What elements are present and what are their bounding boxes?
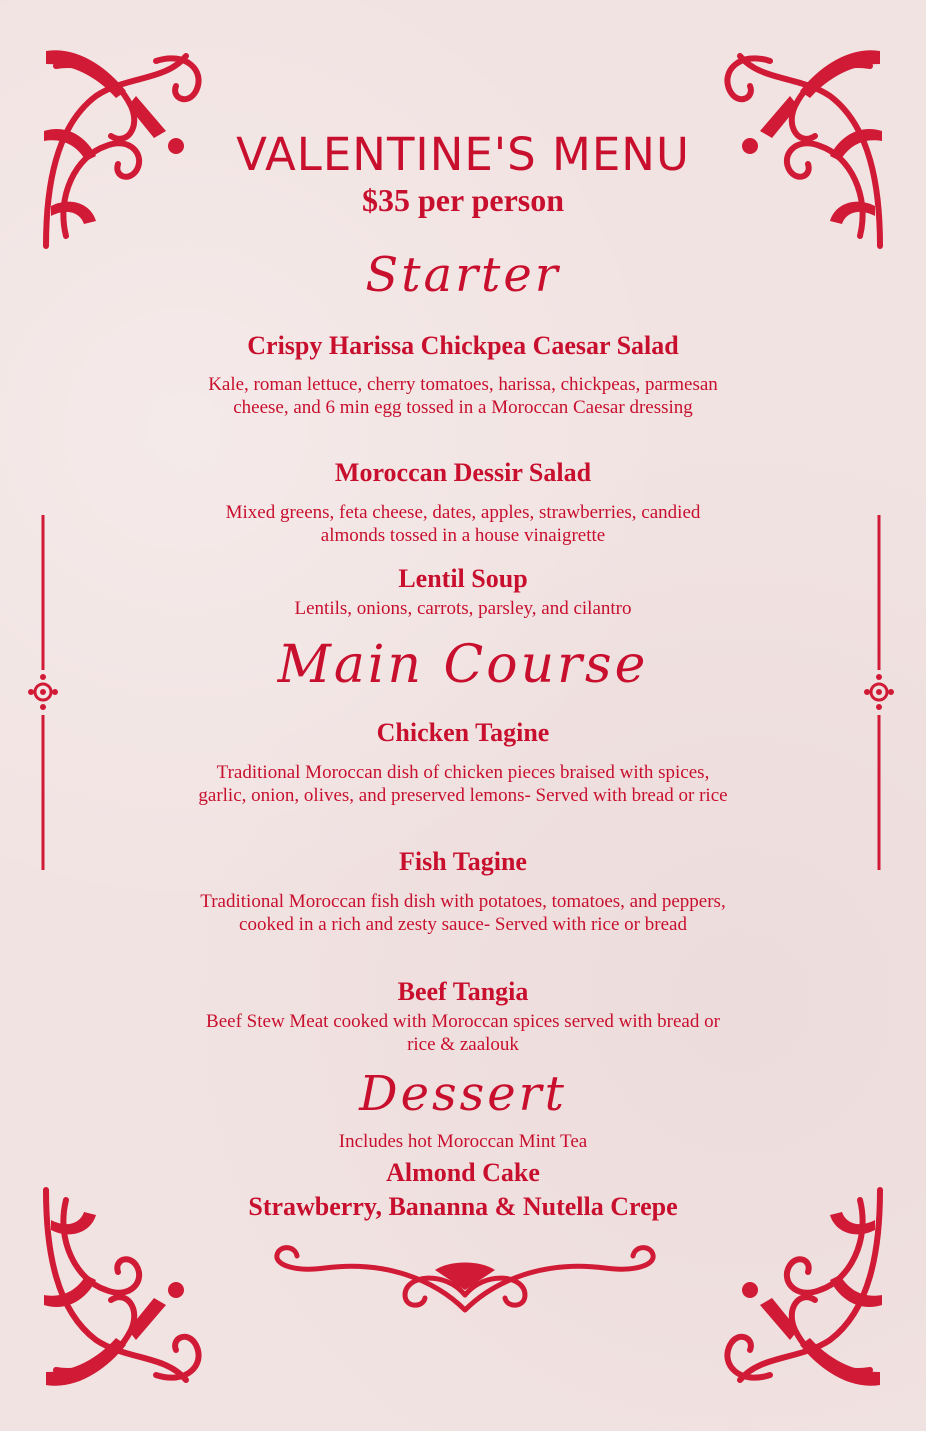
- section-heading-dessert: Dessert: [359, 1066, 567, 1122]
- dish-name: Crispy Harissa Chickpea Caesar Salad: [247, 331, 679, 360]
- dish-description: Lentils, onions, carrots, parsley, and cilantro: [294, 598, 632, 619]
- dessert-note: Includes hot Moroccan Mint Tea: [338, 1131, 588, 1152]
- dish-name: Beef Tangia: [397, 977, 529, 1006]
- dish-description: Kale, roman lettuce, cherry tomatoes, harissa, chickpeas, parmesan cheese, and 6 min egg tossed in a Moroccan Caesar dressing: [208, 374, 718, 418]
- dish-name: Moroccan Dessir Salad: [334, 458, 592, 487]
- dish-name: Lentil Soup: [398, 564, 528, 593]
- section-heading-starter: Starter: [365, 247, 561, 303]
- dish-description: Beef Stew Meat cooked with Moroccan spices served with bread or rice & zaalouk: [206, 1011, 720, 1055]
- dish-name: Chicken Tagine: [376, 718, 550, 747]
- dish-description: Traditional Moroccan fish dish with potatoes, tomatoes, and peppers, cooked in a rich and zesty sauce- Served with rice or bread: [200, 891, 726, 935]
- section-heading-main-course: Main Course: [277, 635, 649, 695]
- dish-name: Fish Tagine: [399, 847, 527, 876]
- dessert-item: Strawberry, Bananna & Nutella Crepe: [248, 1192, 678, 1221]
- dessert-item: Almond Cake: [386, 1158, 540, 1187]
- page-title: VALENTINE'S MENU: [236, 128, 690, 181]
- dish-description: Mixed greens, feta cheese, dates, apples, strawberries, candied almonds tossed in a house vinaigrette: [225, 502, 701, 546]
- dish-description: Traditional Moroccan dish of chicken pieces braised with spices, garlic, onion, olives, and preserved lemons- Served with bread or rice: [198, 762, 728, 806]
- price-per-person: $35 per person: [361, 182, 565, 218]
